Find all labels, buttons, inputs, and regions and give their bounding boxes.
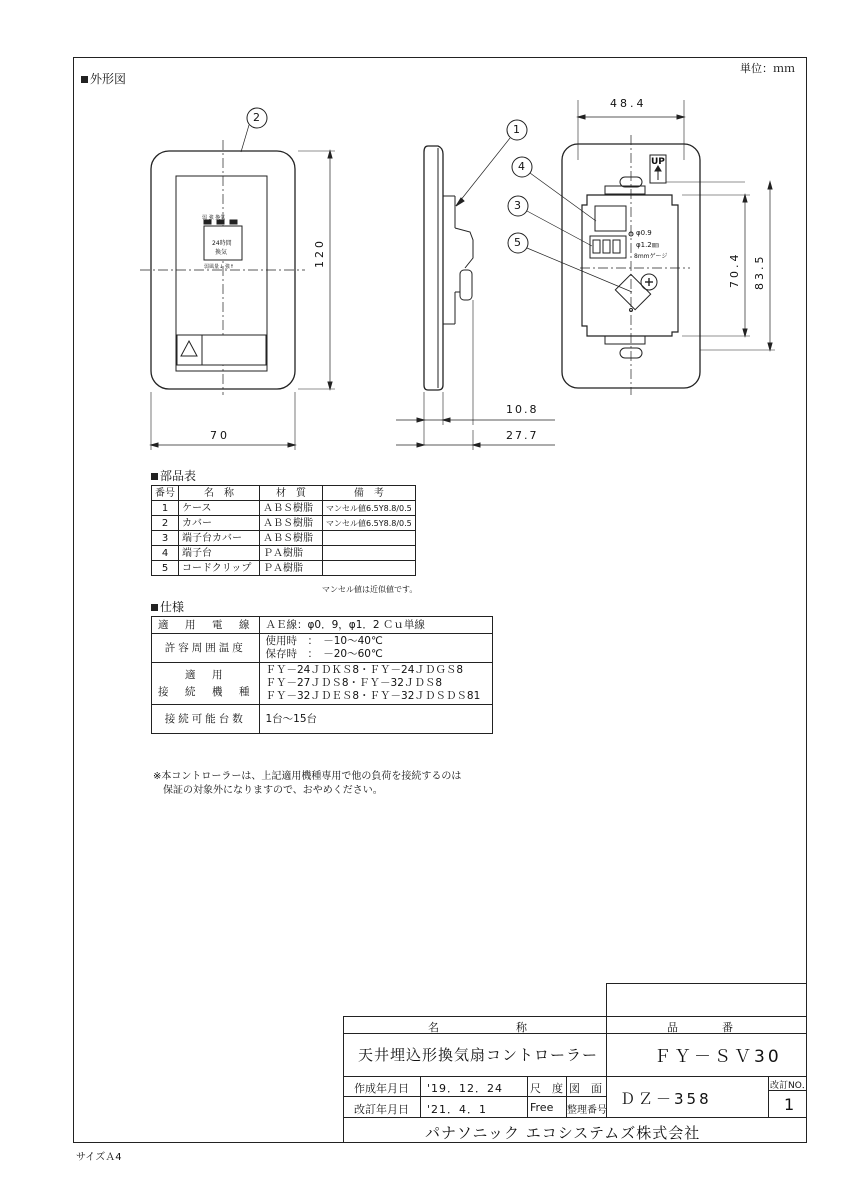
- callout-3: 3: [514, 199, 521, 212]
- tb-drawing-no: ＤＺ－358: [620, 1090, 712, 1108]
- tb-created: '19．12．24: [427, 1082, 504, 1095]
- front-airflow-label: 弱風量↓ 強↑: [204, 264, 234, 270]
- titleblock-top-box: [606, 983, 807, 1017]
- paper-size: サイズＡ4: [76, 1152, 122, 1163]
- wire-size-2: φ1.2㎜: [636, 241, 659, 249]
- table-row: 3 端子台カバー ＡＢＳ樹脂: [152, 531, 416, 546]
- table-row: 接続可能台数 1台～15台: [152, 705, 493, 734]
- wire-size-1: φ0.9: [636, 229, 652, 237]
- front-24h-label: 24時間: [212, 240, 232, 247]
- tb-number-label: 整理番号: [567, 1105, 607, 1116]
- table-row: 5 コードクリップ ＰＡ樹脂: [152, 561, 416, 576]
- front-mode-labels: 弱 強 換気: [202, 215, 226, 221]
- dim-83-5: 83.5: [753, 253, 766, 290]
- callout-4: 4: [518, 160, 525, 173]
- dim-10-8: 10.8: [506, 403, 539, 416]
- note-line-2: 保証の対象外になりますので、おやめください。: [153, 785, 383, 796]
- parts-col-no: 番号: [152, 486, 179, 501]
- table-row: 1 ケース ＡＢＳ樹脂 マンセル値6.5Y8.8/0.5: [152, 501, 416, 516]
- callout-2: 2: [253, 111, 260, 124]
- parts-col-mat: 材 質: [260, 486, 323, 501]
- tb-drawing-label: 図 面: [569, 1082, 602, 1095]
- dim-120: 120: [313, 238, 326, 268]
- parts-header: 部品表: [151, 467, 196, 484]
- tb-rev-label: 改訂NO．: [770, 1081, 811, 1091]
- tb-scale: Free: [530, 1101, 554, 1114]
- tb-created-label: 作成年月日: [354, 1082, 409, 1095]
- front-vent-label: 換気: [215, 249, 228, 256]
- spec-table: [151, 616, 493, 734]
- tb-revised-label: 改訂年月日: [354, 1103, 409, 1116]
- table-row: 許容周囲温度 使用時 ： －10～40℃ 保存時 ： －20～60℃: [152, 634, 493, 663]
- table-row: 適 用 電 線 ＡＥ線：φ0．9，φ1．2 Ｃｕ単線: [152, 617, 493, 634]
- dim-27-7: 27.7: [506, 429, 539, 442]
- parts-table: [151, 485, 416, 576]
- table-row: 4 端子台 ＰＡ樹脂: [152, 546, 416, 561]
- tb-scale-label: 尺 度: [530, 1082, 563, 1095]
- outline-header: 外形図: [81, 70, 126, 87]
- unit-label: 単位：ｍｍ: [740, 62, 795, 75]
- tb-product-name: 天井埋込形換気扇コントローラー: [358, 1046, 599, 1064]
- tb-hinban-label: 品 番: [667, 1021, 733, 1034]
- callout-5: 5: [514, 236, 521, 249]
- tb-revised: '21．4．1: [427, 1103, 488, 1116]
- dim-70-4: 70.4: [728, 251, 741, 288]
- parts-col-name: 名 称: [179, 486, 260, 501]
- up-label: UP: [651, 157, 665, 167]
- tb-company: パナソニック エコシステムズ株式会社: [425, 1124, 701, 1142]
- table-row: 適 用 接 続 機 種 ＦＹ－24ＪＤＫＳ8・ＦＹ－24ＪＤＧＳ8 ＦＹ－27ＪＤＳ8・ＦＹ－32ＪＤＳ8 ＦＹ－32ＪＤＥＳ8・ＦＹ－32ＪＤＳＤＳ81: [152, 663, 493, 705]
- table-row: 2 カバー ＡＢＳ樹脂 マンセル値6.5Y8.8/0.5: [152, 516, 416, 531]
- dim-70: 70: [210, 429, 230, 442]
- dim-48-4: 48.4: [610, 97, 647, 110]
- note-line-1: ※本コントローラーは、上記適用機種専用で他の負荷を接続するのは: [153, 771, 462, 782]
- tb-name-label: 名 称: [428, 1021, 527, 1034]
- parts-col-note: 備 考: [323, 486, 416, 501]
- tb-model: ＦＹ－ＳＶ30: [654, 1047, 782, 1067]
- tb-rev: 1: [784, 1095, 795, 1114]
- spec-header: 仕様: [151, 598, 184, 615]
- strip-gauge: 8mmゲージ: [634, 253, 668, 260]
- callout-1: 1: [513, 123, 520, 136]
- parts-footnote: マンセル値は近似値です。: [322, 585, 418, 594]
